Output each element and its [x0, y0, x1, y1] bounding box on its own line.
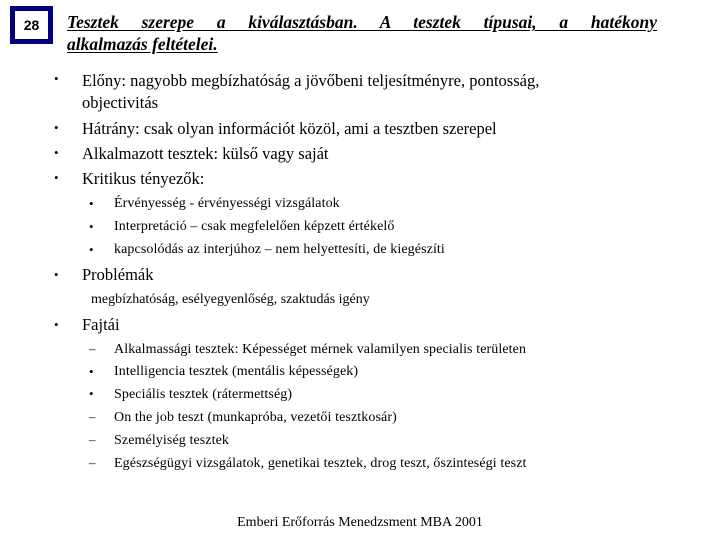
sub-bullet-icon: •: [89, 386, 94, 401]
bullet-icon: •: [54, 317, 59, 332]
slide-number: 28: [14, 10, 49, 40]
bullet-icon: •: [54, 170, 59, 185]
fajtai-item: Intelligencia tesztek (mentális képességek): [114, 364, 359, 379]
sub-bullet-icon: •: [89, 364, 94, 379]
slide-number-box: [10, 6, 53, 44]
fajtai-item: Speciális tesztek (rátermettség): [114, 387, 293, 402]
sub-bullet-icon: •: [89, 242, 94, 257]
slide-footer: Emberi Erőforrás Menedzsment MBA 2001: [237, 515, 483, 530]
bullet-icon: •: [54, 71, 59, 86]
fajtai-item: On the job teszt (munkapróba, vezetői tesztkosár): [114, 410, 397, 425]
sub-bullet-icon: •: [89, 219, 94, 234]
sub-bullet-icon: –: [89, 409, 96, 424]
fajtai-item: Alkalmassági tesztek: Képességet mérnek valamilyen specialis területen: [114, 342, 527, 357]
bullet-elony-line-2: objectivitás: [82, 93, 159, 112]
title-line-2: alkalmazás feltételei.: [67, 34, 218, 54]
sub-bullet-icon: –: [89, 455, 96, 470]
bullet-fajtai: Fajtái: [82, 315, 120, 334]
sub-bullet-icon: –: [89, 432, 96, 447]
bullet-icon: •: [54, 145, 59, 160]
bullet-alkalmazott: Alkalmazott tesztek: külső vagy saját: [82, 144, 329, 163]
kritikus-item: Érvényesség - érvényességi vizsgálatok: [114, 196, 340, 211]
fajtai-item: Egészségügyi vizsgálatok, genetikai tesztek, drog teszt, őszinteségi teszt: [114, 456, 527, 471]
kritikus-item: Interpretáció – csak megfelelően képzett értékelő: [114, 219, 395, 234]
problemak-detail: megbízhatóság, esélyegyenlőség, szaktudás igény: [91, 292, 370, 307]
fajtai-item: Személyiség tesztek: [114, 433, 230, 448]
bullet-problemak: Problémák: [82, 265, 154, 284]
title-line-1: Tesztek szerepe a kiválasztásban. A tesztek típusai, a hatékony: [67, 12, 657, 32]
bullet-icon: •: [54, 120, 59, 135]
kritikus-item: kapcsolódás az interjúhoz – nem helyettesíti, de kiegészíti: [114, 242, 445, 257]
sub-bullet-icon: •: [89, 196, 94, 211]
slide-title: [67, 11, 657, 55]
bullet-elony-line-1: Előny: nagyobb megbízhatóság a jövőbeni teljesítményre, pontosság,: [82, 71, 540, 90]
bullet-kritikus: Kritikus tényezők:: [82, 169, 205, 188]
bullet-icon: •: [54, 267, 59, 282]
sub-bullet-icon: –: [89, 341, 96, 356]
bullet-hatrany: Hátrány: csak olyan információt közöl, ami a tesztben szerepel: [82, 119, 497, 138]
